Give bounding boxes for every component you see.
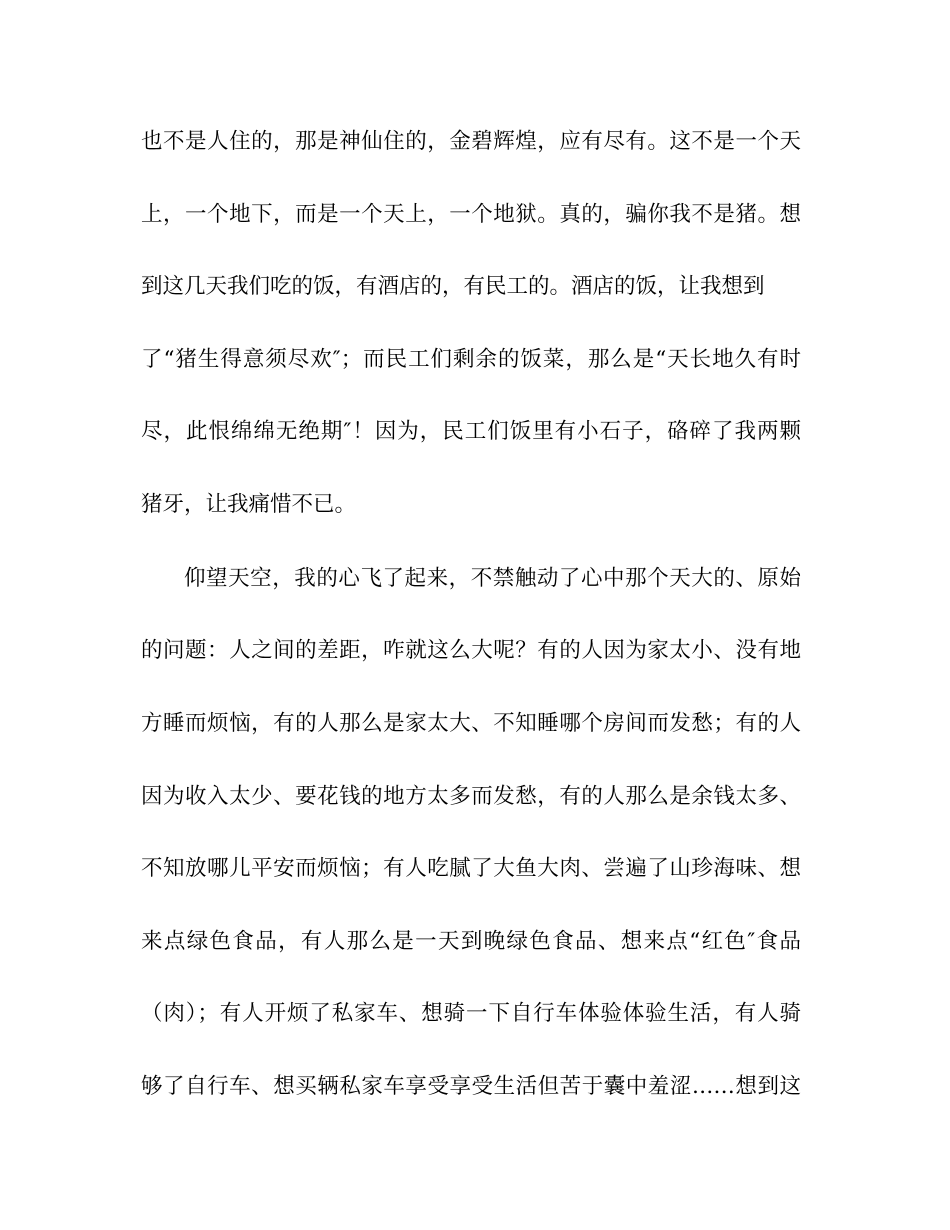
- text-line-10: 因为收入太少、要花钱的地方太多而发愁，有的人那么是余钱太多、: [141, 784, 801, 809]
- text-line-6: 猪牙，让我痛惜不已。: [141, 492, 357, 517]
- text-line-8: 的问题：人之间的差距，咋就这么大呢？有的人因为家太小、没有地: [141, 638, 801, 663]
- text-line-5: 尽，此恨绵绵无绝期″！因为，民工们饭里有小石子，硌碎了我两颗: [141, 419, 801, 444]
- text-line-4: 了“猪生得意须尽欢″；而民工们剩余的饭菜，那么是“天长地久有时: [141, 347, 801, 372]
- text-line-1: 也不是人住的，那是神仙住的，金碧辉煌，应有尽有。这不是一个天: [141, 129, 801, 154]
- text-line-7: 仰望天空，我的心飞了起来，不禁触动了心中那个天大的、原始: [184, 566, 801, 591]
- text-line-11: 不知放哪儿平安而烦恼；有人吃腻了大鱼大肉、尝遍了山珍海味、想: [141, 856, 801, 881]
- text-line-2: 上，一个地下，而是一个天上，一个地狱。真的，骗你我不是猪。想: [141, 202, 801, 227]
- text-line-14: 够了自行车、想买辆私家车享受享受生活但苦于囊中羞涩……想到这: [141, 1074, 801, 1099]
- text-line-3: 到这几天我们吃的饭，有酒店的，有民工的。酒店的饭，让我想到: [141, 274, 765, 299]
- text-line-9: 方睡而烦恼，有的人那么是家太大、不知睡哪个房间而发愁；有的人: [141, 711, 801, 736]
- text-line-12: 来点绿色食品，有人那么是一天到晚绿色食品、想来点“红色″食品: [141, 929, 801, 954]
- text-line-13: （肉）；有人开烦了私家车、想骑一下自行车体验体验生活，有人骑: [141, 1001, 801, 1026]
